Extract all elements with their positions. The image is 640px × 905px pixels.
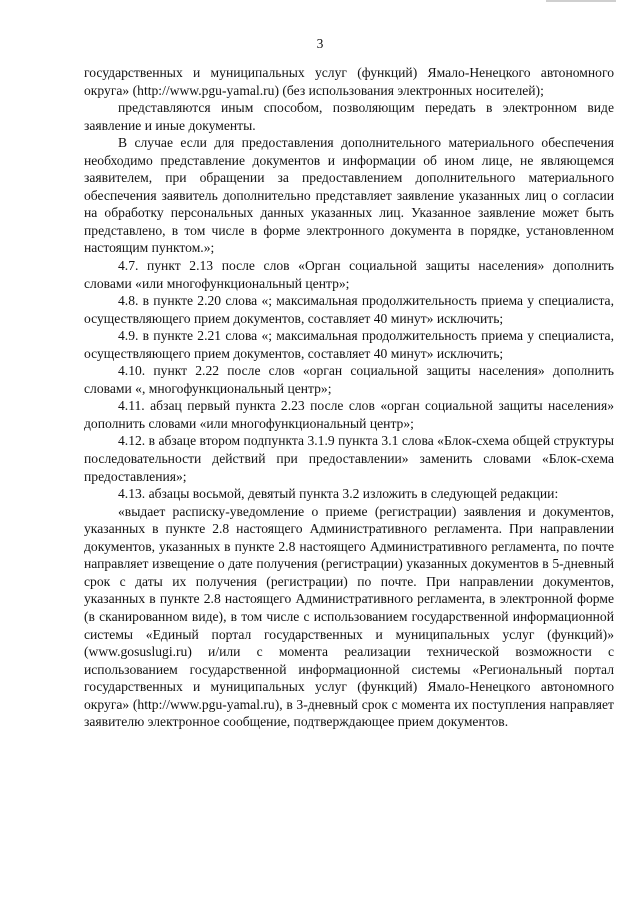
paragraph-continuation: государственных и муниципальных услуг (функций) Ямало-Ненецкого автономного округа» (http://www.pgu-yamal.ru) (без использования электронных носителей);: [84, 65, 614, 98]
paragraph-item-4-8: 4.8. в пункте 2.20 слова «; максимальная продолжительность приема у специалиста, осуществляющего прием документов, составляет 40 минут» исключить;: [84, 293, 614, 326]
paragraph-item-4-12: 4.12. в абзаце втором подпункта 3.1.9 пункта 3.1 слова «Блок-схема общей структуры последовательности действий при предоставлении» заменить словами «Блок-схема предоставления»;: [84, 433, 614, 484]
page-number: 3: [316, 36, 324, 51]
scan-edge-mark: [546, 0, 616, 2]
document-body: [84, 64, 614, 731]
paragraph-new-wording: «выдает расписку-уведомление о приеме (регистрации) заявления и документов, указанных в пункте 2.8 настоящего Административного регламента. При направлении документов, указанных в пункте 2.8 настоящего Административного регламента, по почте направляет извещение о дате получения (регистрации) указанных документов в 5-дневный срок с даты их получения (регистрации) по почте. При направлении документов, указанных в пункте 2.8 настоящего Административного регламента, в электронной форме (в сканированном виде), в том числе с использованием государственной информационной системы «Единый портал государственных и муниципальных услуг (функций)» (www.gosuslugi.ru) и/или с момента реализации технической возможности с использованием государственной информационной системы «Региональный портал государственных и муниципальных услуг (функций) Ямало-Ненецкого автономного округа» (http://www.pgu-yamal.ru), в 3-дневный срок с момента их поступления направляет заявителю электронное сообщение, подтверждающее прием документов.: [84, 503, 614, 730]
paragraph-item-4-13: 4.13. абзацы восьмой, девятый пункта 3.2 изложить в следующей редакции:: [118, 486, 559, 502]
paragraph-item-4-9: 4.9. в пункте 2.21 слова «; максимальная продолжительность приема у специалиста, осуществляющего прием документов, составляет 40 минут» исключить;: [84, 328, 614, 361]
paragraph-item-4-7: 4.7. пункт 2.13 после слов «Орган социальной защиты населения» дополнить словами «или многофункциональный центр»;: [84, 258, 614, 291]
paragraph-item-4-11: 4.11. абзац первый пункта 2.23 после слов «орган социальной защиты населения» дополнить словами «или многофункциональный центр»;: [84, 398, 614, 431]
paragraph-item-4-10: 4.10. пункт 2.22 после слов «орган социальной защиты населения» дополнить словами «, многофункциональный центр»;: [84, 363, 614, 396]
paragraph-other-person-consent: В случае если для предоставления дополнительного материального обеспечения необходимо представление документов и информации об ином лице, не являющемся заявителем, при обращении за предоставлением дополнительного материального обеспечения заявитель дополнительно представляет заявление указанных лиц о согласии на обработку персональных данных указанных лиц. Указанное заявление может быть представлено, в том числе в форме электронного документа в порядке, установленном настоящим пунктом.»;: [84, 135, 614, 256]
paragraph-alternative-method: представляются иным способом, позволяющим передать в электронном виде заявление и иные документы.: [84, 100, 614, 133]
